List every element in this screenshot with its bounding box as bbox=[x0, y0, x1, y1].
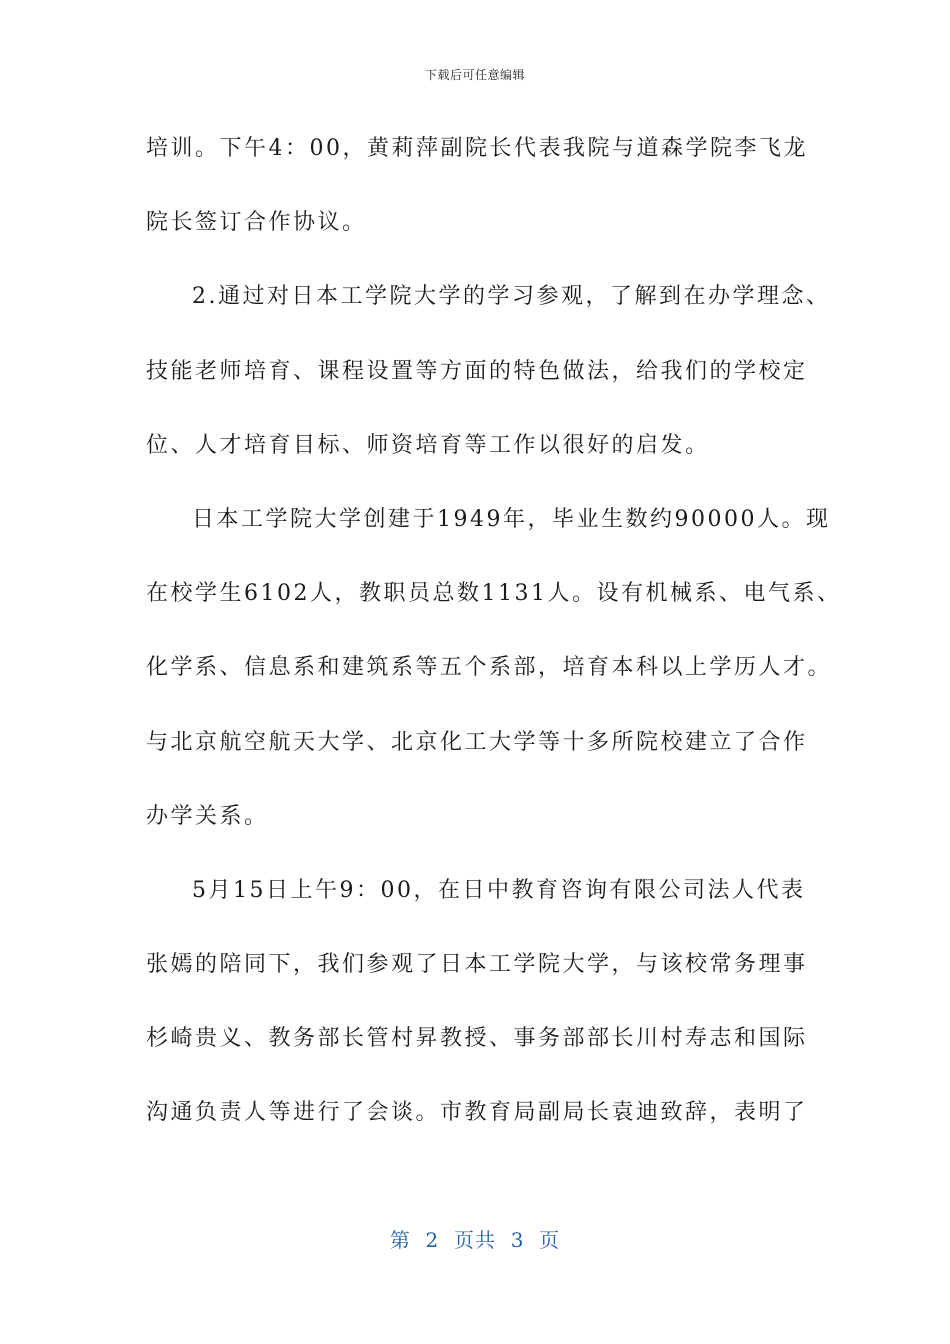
body-line: 杉崎贵义、教务部长管村昇教授、事务部部长川村寿志和国际 bbox=[146, 1026, 808, 1052]
header-note: 下载后可任意编辑 bbox=[424, 68, 525, 82]
body-line: 位、人才培育目标、师资培育等工作以很好的启发。 bbox=[146, 432, 710, 458]
body-line: 化学系、信息系和建筑系等五个系部，培育本科以上学历人才。 bbox=[146, 655, 833, 681]
body-line: 技能老师培育、课程设置等方面的特色做法，给我们的学校定 bbox=[146, 358, 808, 384]
body-line: 沟通负责人等进行了会谈。市教育局副局长袁迪致辞，表明了 bbox=[146, 1100, 808, 1126]
page-number-footer: 第 2 页共 3 页 bbox=[389, 1228, 561, 1252]
document-body bbox=[146, 112, 842, 1151]
body-line: 培训。下午4：00，黄莉萍副院长代表我院与道森学院李飞龙 bbox=[146, 136, 808, 161]
body-line: 与北京航空航天大学、北京化工大学等十多所院校建立了合作 bbox=[146, 729, 808, 755]
body-line: 2.通过对日本工学院大学的学习参观，了解到在办学理念、 bbox=[192, 284, 831, 310]
body-line: 张嫣的陪同下，我们参观了日本工学院大学，与该校常务理事 bbox=[146, 952, 808, 978]
body-line: 在校学生6102人，教职员总数1131人。设有机械系、电气系、 bbox=[146, 581, 842, 607]
body-line: 日本工学院大学创建于1949年，毕业生数约90000人。现 bbox=[192, 506, 831, 532]
body-line: 院长签订合作协议。 bbox=[146, 210, 367, 236]
body-line: 5月15日上午9：00，在日中教育咨询有限公司法人代表 bbox=[192, 877, 806, 903]
body-line: 办学关系。 bbox=[146, 803, 269, 829]
